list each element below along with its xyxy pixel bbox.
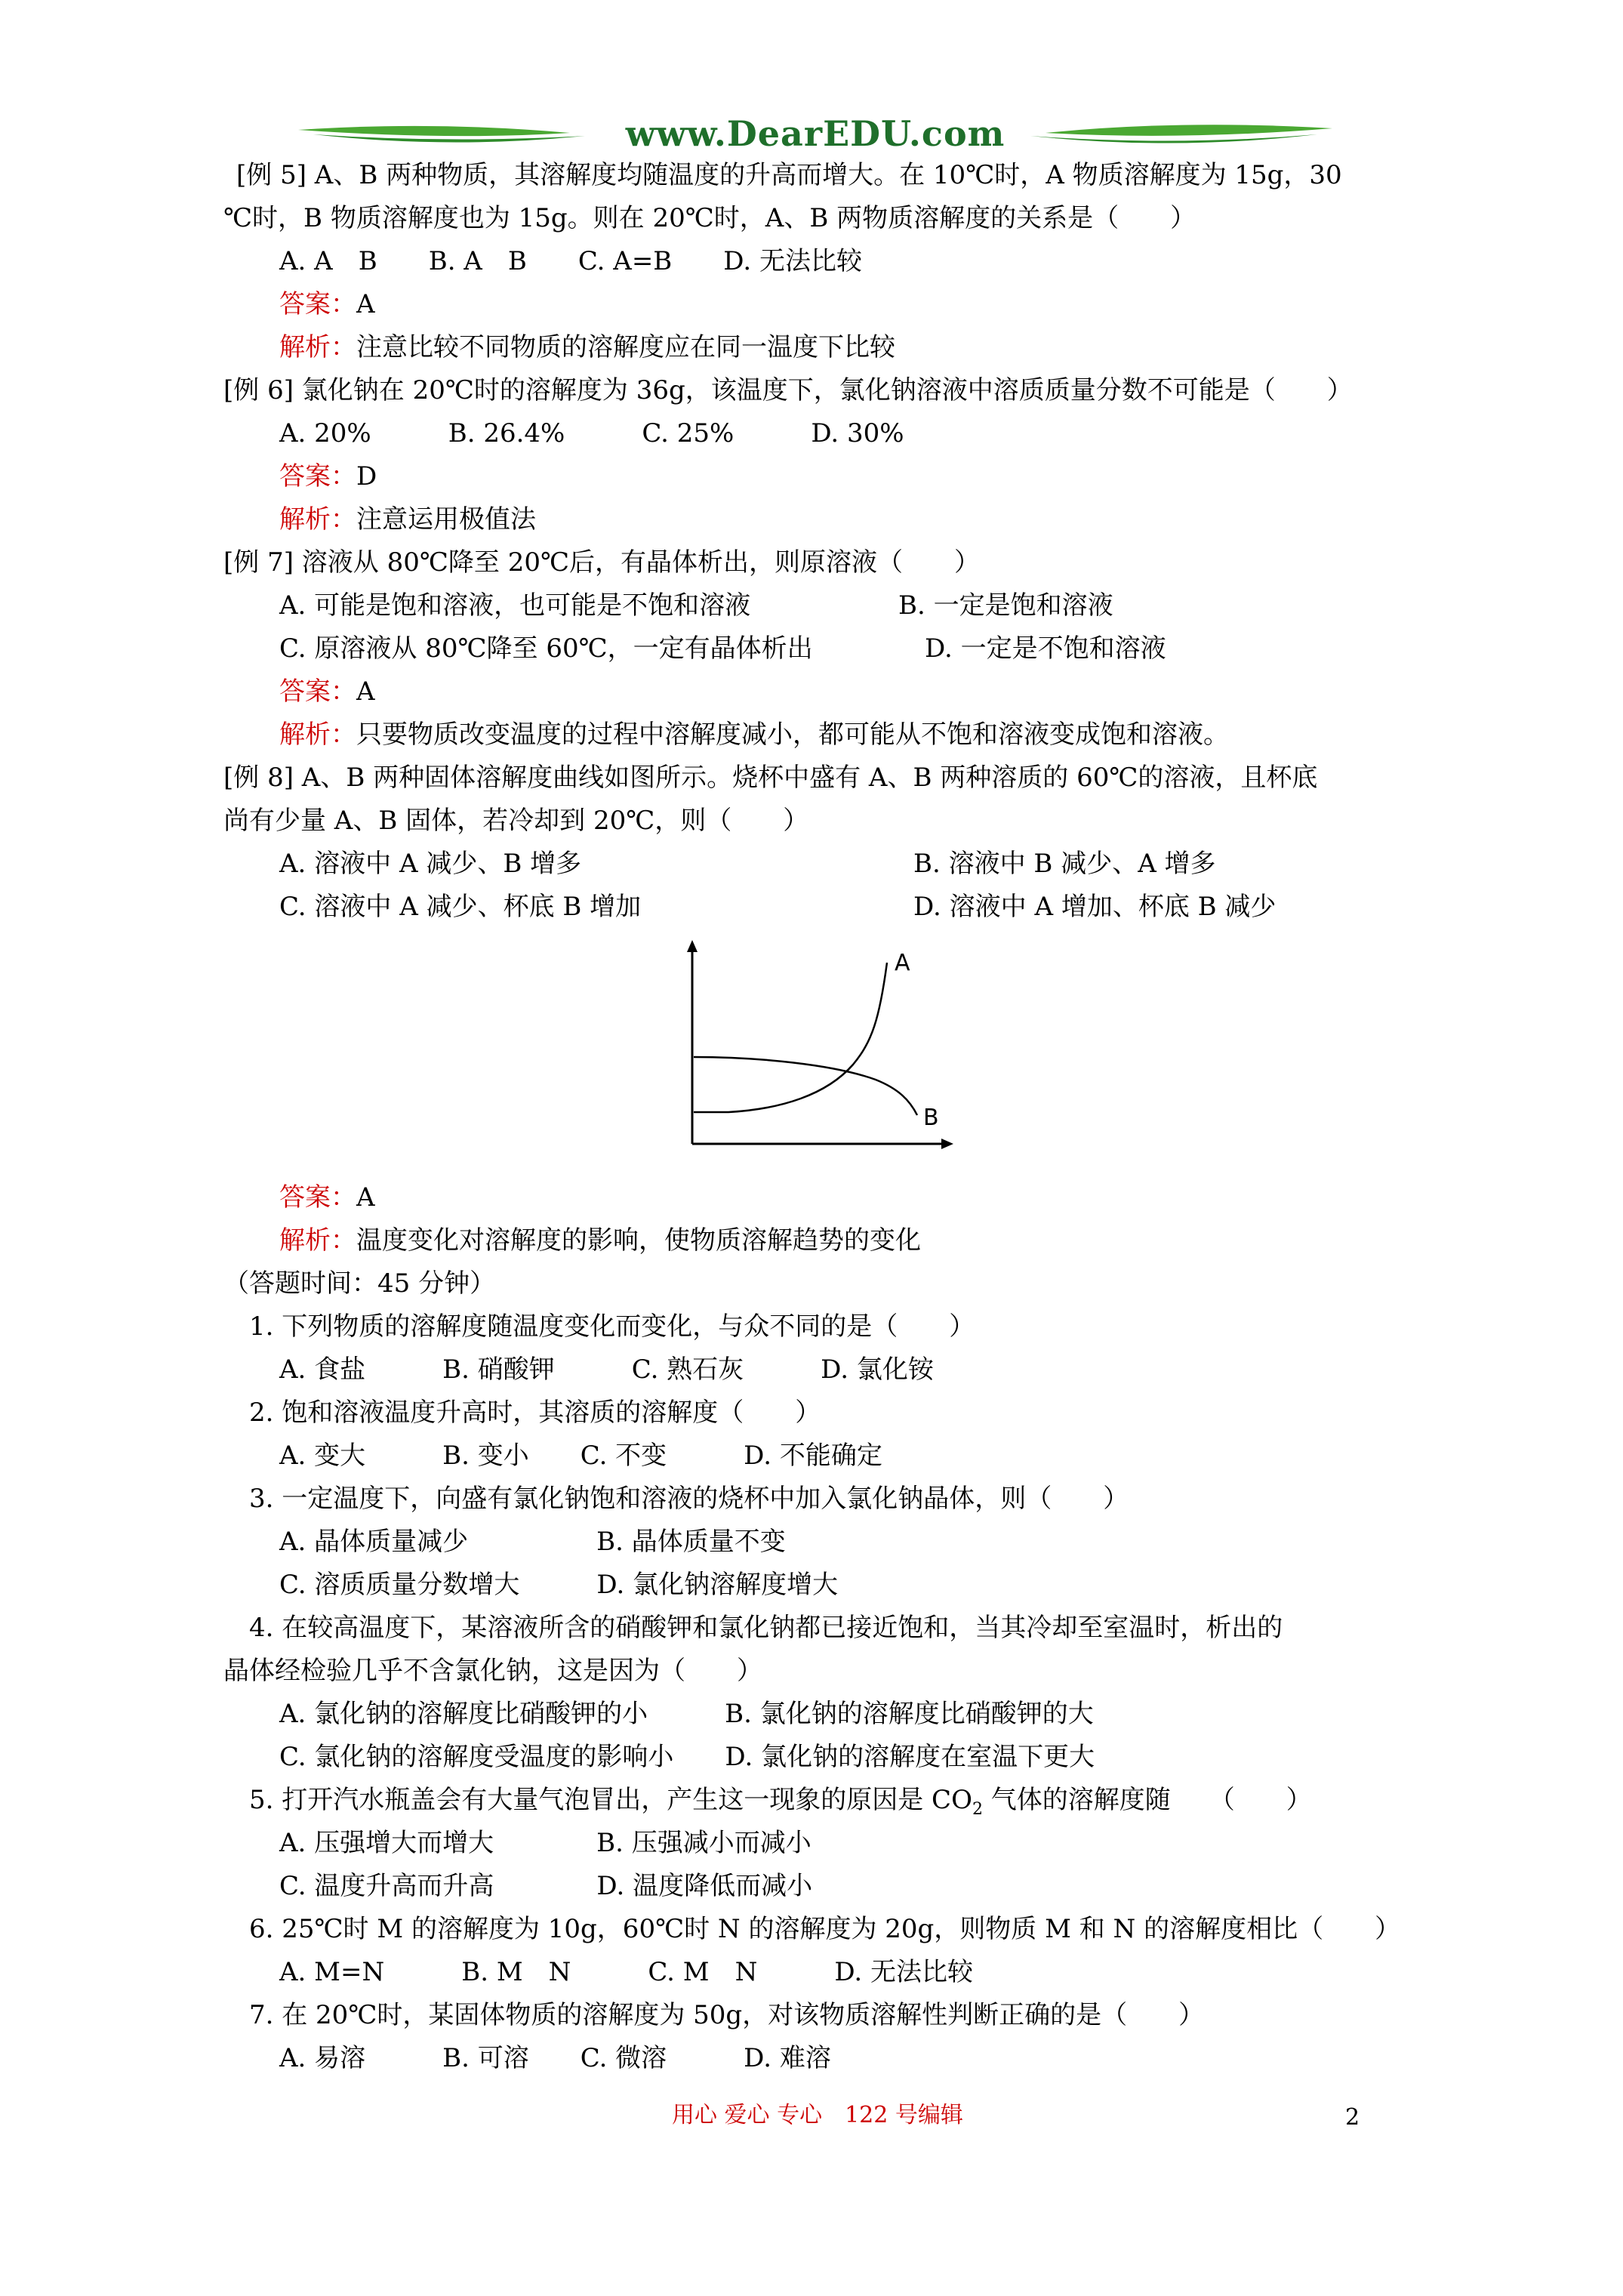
p6-options: A. M=N B. M N C. M N D. 无法比较 — [279, 1957, 974, 1987]
curve-b-label: B — [923, 1105, 939, 1131]
analysis-text: 注意运用极值法 — [356, 504, 536, 535]
q5-options: A. A B B. A B C. A=B D. 无法比较 — [279, 246, 862, 276]
q7-analysis — [279, 720, 1229, 750]
p4-options-cd: C. 氯化钠的溶解度受温度的影响小 D. 氯化钠的溶解度在室温下更大 — [279, 1742, 1095, 1772]
page-number: 2 — [1345, 2104, 1360, 2131]
q6-stem: [例 6] 氯化钠在 20℃时的溶解度为 36g，该温度下，氯化钠溶液中溶质质量分数不可能是（ ） — [223, 375, 1353, 405]
p7-options: A. 易溶 B. 可溶 C. 微溶 D. 难溶 — [279, 2043, 831, 2073]
p3-options-cd: C. 溶质质量分数增大 D. 氯化钠溶解度增大 — [279, 1570, 839, 1600]
analysis-text: 只要物质改变温度的过程中溶解度减小，都可能从不饱和溶液变成饱和溶液。 — [356, 720, 1229, 750]
site-logo — [298, 113, 1332, 159]
q8-option-a: A. 溶液中 A 减少、B 增多 — [279, 849, 582, 879]
q6-answer — [279, 461, 377, 492]
p1-stem: 1. 下列物质的溶解度随温度变化而变化，与众不同的是（ ） — [249, 1311, 975, 1342]
answer-label: 答案： — [279, 676, 356, 707]
analysis-label: 解析： — [279, 332, 356, 362]
analysis-label: 解析： — [279, 1225, 356, 1256]
answer-label: 答案： — [279, 1182, 356, 1213]
p1-options: A. 食盐 B. 硝酸钾 C. 熟石灰 D. 氯化铵 — [279, 1354, 934, 1385]
p5-options-cd: C. 温度升高而升高 D. 温度降低而减小 — [279, 1871, 813, 1901]
answer-value: A — [356, 289, 375, 319]
q8-option-c: C. 溶液中 A 减少、杯底 B 增加 — [279, 892, 642, 922]
p3-stem: 3. 一定温度下，向盛有氯化钠饱和溶液的烧杯中加入氯化钠晶体，则（ ） — [249, 1484, 1129, 1514]
q5-stem-line2: ℃时，B 物质溶解度也为 15g。则在 20℃时，A、B 两物质溶解度的关系是（ ） — [223, 203, 1196, 233]
exercise-time-note: （答题时间：45 分钟） — [223, 1268, 496, 1299]
q8-stem-line1: [例 8] A、B 两种固体溶解度曲线如图所示。烧杯中盛有 A、B 两种溶质的 60℃的溶液，且杯底 — [223, 763, 1318, 793]
q8-stem-line2: 尚有少量 A、B 固体，若冷却到 20℃，则（ ） — [223, 806, 809, 836]
q5-analysis — [279, 332, 895, 362]
y-axis-arrow — [687, 940, 698, 952]
q5-answer — [279, 289, 375, 319]
p5-stem-text: 5. 打开汽水瓶盖会有大量气泡冒出，产生这一现象的原因是 CO — [249, 1785, 972, 1815]
p5-options-ab: A. 压强增大而增大 B. 压强减小而减小 — [279, 1828, 812, 1858]
q8-analysis — [279, 1225, 921, 1256]
analysis-text: 温度变化对溶解度的影响，使物质溶解趋势的变化 — [356, 1225, 921, 1256]
q7-option-d: D. 一定是不饱和溶液 — [925, 633, 1166, 664]
analysis-label: 解析： — [279, 720, 356, 750]
q5-stem-line1: [例 5] A、B 两种物质，其溶解度均随温度的升高而增大。在 10℃时，A 物质溶解度为 15g，30 — [236, 160, 1342, 190]
q6-analysis — [279, 504, 536, 535]
p5-stem-tail: 气体的溶解度随 （ ） — [982, 1785, 1312, 1815]
curve-a-label: A — [895, 950, 910, 976]
p4-options-ab: A. 氯化钠的溶解度比硝酸钾的小 B. 氯化钠的溶解度比硝酸钾的大 — [279, 1699, 1094, 1729]
q8-option-d: D. 溶液中 A 增加、杯底 B 减少 — [913, 892, 1277, 922]
analysis-text: 注意比较不同物质的溶解度应在同一温度下比较 — [356, 332, 895, 362]
q8-option-b: B. 溶液中 B 减少、A 增多 — [913, 849, 1216, 879]
q7-option-c: C. 原溶液从 80℃降至 60℃，一定有晶体析出 — [279, 633, 813, 664]
p5-subscript: 2 — [972, 1799, 983, 1819]
q6-options: A. 20% B. 26.4% C. 25% D. 30% — [279, 418, 904, 448]
p3-options-ab: A. 晶体质量减少 B. 晶体质量不变 — [279, 1527, 786, 1557]
p4-stem-line2: 晶体经检验几乎不含氯化钠，这是因为（ ） — [223, 1656, 762, 1686]
p2-options: A. 变大 B. 变小 C. 不变 D. 不能确定 — [279, 1441, 882, 1471]
q7-answer — [279, 676, 375, 707]
p7-stem: 7. 在 20℃时，某固体物质的溶解度为 50g，对该物质溶解性判断正确的是（ ） — [249, 2000, 1205, 2030]
q7-option-b: B. 一定是饱和溶液 — [898, 590, 1113, 621]
curve-b — [694, 1057, 917, 1115]
answer-value: D — [356, 461, 377, 492]
p4-stem-line1: 4. 在较高温度下，某溶液所含的硝酸钾和氯化钠都已接近饱和，当其冷却至室温时，析出的 — [249, 1613, 1283, 1643]
x-axis-arrow — [941, 1139, 953, 1149]
p6-stem: 6. 25℃时 M 的溶解度为 10g，60℃时 N 的溶解度为 20g，则物质 M 和 N 的溶解度相比（ ） — [249, 1914, 1401, 1944]
q8-answer — [279, 1182, 375, 1213]
p5-stem — [249, 1785, 1312, 1825]
curve-a — [694, 963, 887, 1112]
p2-stem: 2. 饱和溶液温度升高时，其溶质的溶解度（ ） — [249, 1398, 821, 1428]
q7-stem: [例 7] 溶液从 80℃降至 20℃后，有晶体析出，则原溶液（ ） — [223, 547, 980, 578]
q7-option-a: A. 可能是饱和溶液，也可能是不饱和溶液 — [279, 590, 751, 621]
analysis-label: 解析： — [279, 504, 356, 535]
answer-value: A — [356, 676, 375, 707]
footer-slogan: 用心 爱心 专心 122 号编辑 — [672, 2102, 963, 2128]
answer-label: 答案： — [279, 289, 356, 319]
logo-text: www.DearEDU.com — [625, 113, 1006, 154]
solubility-curve-diagram — [683, 940, 955, 1155]
answer-label: 答案： — [279, 461, 356, 492]
answer-value: A — [356, 1182, 375, 1213]
